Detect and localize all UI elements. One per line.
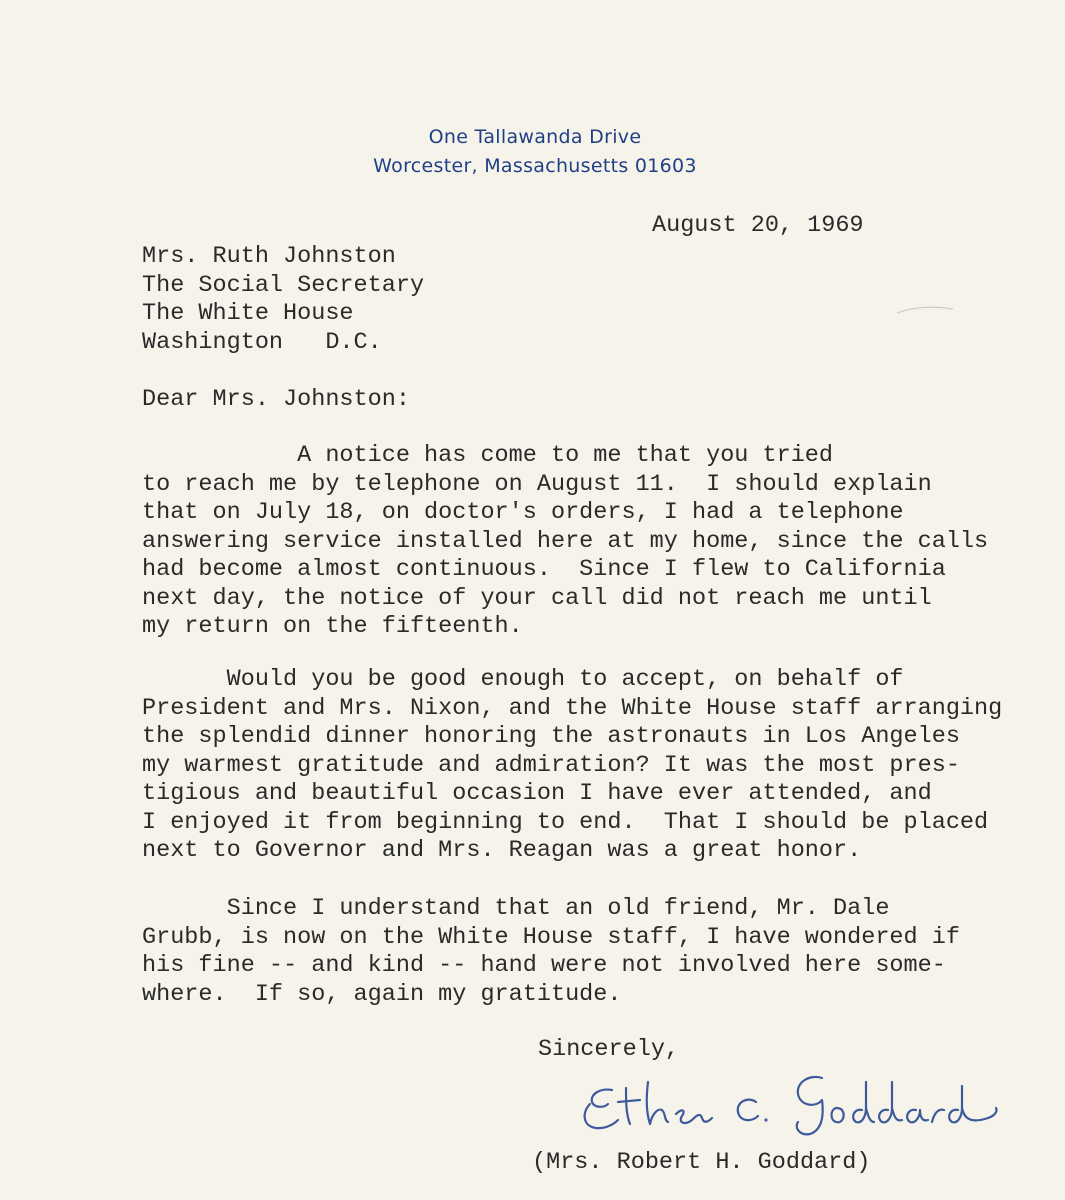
paper-fold-mark (895, 303, 955, 317)
body-paragraph-2: Would you be good enough to accept, on behalf of President and Mrs. Nixon, and the White House staff arranging the splendid dinner honoring the astronauts in Los Angeles my warmest gratitude and admiration? It was the most pres- tigious and beautiful occasion I have ever attended, and I enjoyed it from beginning to end. That I should be placed next to Governor and Mrs. Reagan was a great honor. (142, 666, 1003, 864)
handwritten-signature (560, 1068, 1000, 1138)
letterhead-city: Worcester, Massachusetts 01603 (373, 155, 697, 177)
printed-name: (Mrs. Robert H. Goddard) (532, 1149, 871, 1176)
salutation: Dear Mrs. Johnston: (142, 386, 410, 413)
recipient-name: Mrs. Ruth Johnston (142, 243, 396, 270)
recipient-organization: The White House (142, 300, 354, 327)
body-paragraph-1: A notice has come to me that you tried to reach me by telephone on August 11. I should explain that on July 18, on doctor's orders, I had a telephone answering service installed here at my home, since the calls had become almost continuous. Since I flew to California next day, the notice of your call did not reach me until my return on the fifteenth. (142, 442, 989, 640)
closing: Sincerely, (538, 1036, 680, 1063)
recipient-city: Washington D.C. (142, 328, 382, 356)
letter-date: August 20, 1969 (652, 212, 864, 239)
body-paragraph-3: Since I understand that an old friend, Mr. Dale Grubb, is now on the White House staff, I have wondered if his fine -- and kind -- hand were not involved here some- where. If so, again my gratitude. (142, 895, 960, 1008)
recipient-address (142, 243, 424, 357)
letterhead-street: One Tallawanda Drive (428, 126, 642, 148)
recipient-title: The Social Secretary (142, 271, 425, 299)
